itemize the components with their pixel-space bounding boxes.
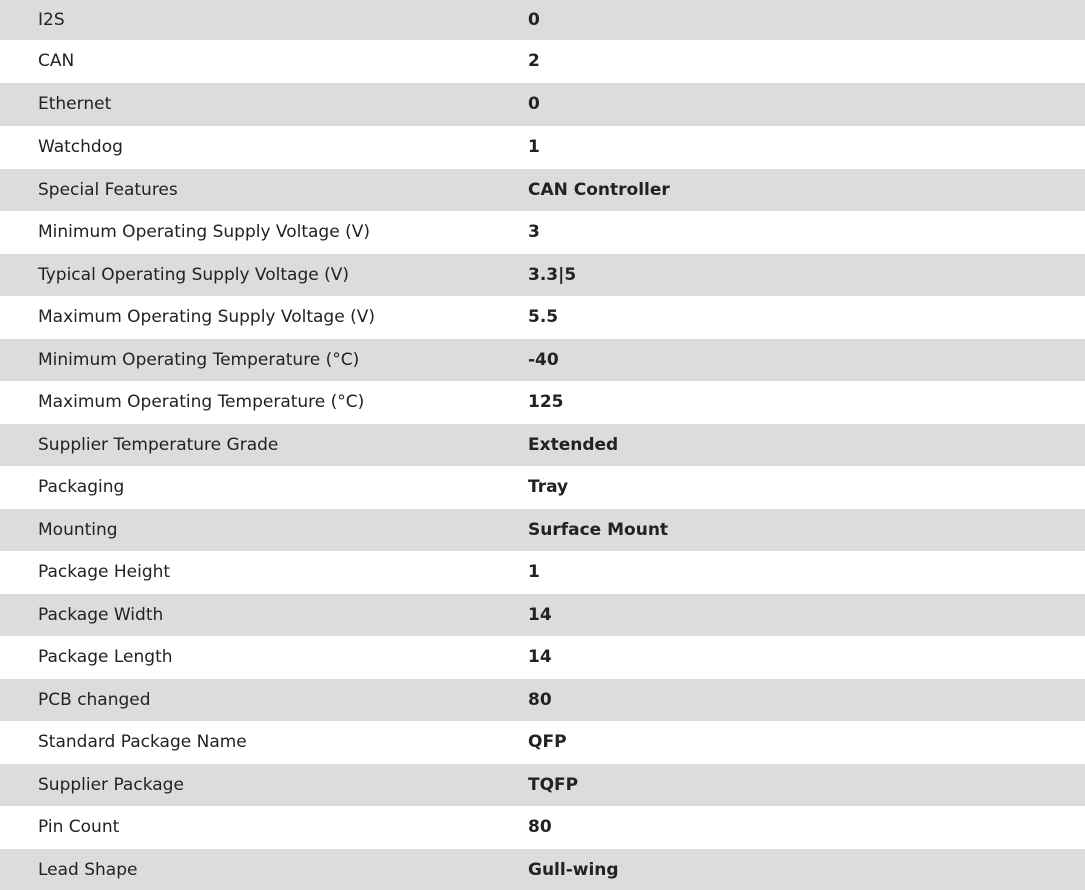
spec-value: TQFP xyxy=(528,764,1085,806)
spec-value: Surface Mount xyxy=(528,509,1085,551)
spec-label: Maximum Operating Supply Voltage (V) xyxy=(0,296,528,339)
spec-row-max-temperature xyxy=(0,381,1085,424)
spec-label: I2S xyxy=(0,0,528,40)
spec-label: Watchdog xyxy=(0,126,528,169)
spec-value: 14 xyxy=(528,636,1085,679)
spec-row-ethernet xyxy=(0,83,1085,126)
spec-value: 80 xyxy=(528,679,1085,721)
spec-value: 14 xyxy=(528,594,1085,636)
spec-value: -40 xyxy=(528,339,1085,381)
spec-label: Maximum Operating Temperature (°C) xyxy=(0,381,528,424)
spec-row-mounting xyxy=(0,509,1085,551)
spec-label: Package Length xyxy=(0,636,528,679)
spec-row-lead-shape xyxy=(0,849,1085,890)
spec-value: 80 xyxy=(528,806,1085,849)
spec-value: 0 xyxy=(528,83,1085,126)
spec-row-temperature-grade xyxy=(0,424,1085,466)
spec-value: 1 xyxy=(528,551,1085,594)
spec-label: Lead Shape xyxy=(0,849,528,890)
spec-row-special-features xyxy=(0,169,1085,211)
spec-value: CAN Controller xyxy=(528,169,1085,211)
spec-label: Minimum Operating Temperature (°C) xyxy=(0,339,528,381)
spec-row-max-supply-voltage xyxy=(0,296,1085,339)
spec-label: PCB changed xyxy=(0,679,528,721)
spec-label: Ethernet xyxy=(0,83,528,126)
spec-row-supplier-package xyxy=(0,764,1085,806)
spec-label: Mounting xyxy=(0,509,528,551)
spec-value: 1 xyxy=(528,126,1085,169)
spec-row-package-width xyxy=(0,594,1085,636)
spec-value: Tray xyxy=(528,466,1085,509)
spec-row-package-height xyxy=(0,551,1085,594)
spec-label: Package Width xyxy=(0,594,528,636)
spec-row-pcb-changed xyxy=(0,679,1085,721)
spec-value: Gull-wing xyxy=(528,849,1085,890)
spec-row-package-length xyxy=(0,636,1085,679)
spec-label: Standard Package Name xyxy=(0,721,528,764)
spec-row-min-supply-voltage xyxy=(0,211,1085,254)
spec-row-min-temperature xyxy=(0,339,1085,381)
spec-row-pin-count xyxy=(0,806,1085,849)
spec-row-can xyxy=(0,40,1085,83)
spec-row-typical-supply-voltage xyxy=(0,254,1085,296)
spec-label: Supplier Temperature Grade xyxy=(0,424,528,466)
spec-label: Supplier Package xyxy=(0,764,528,806)
spec-row-watchdog xyxy=(0,126,1085,169)
spec-value: 3 xyxy=(528,211,1085,254)
spec-label: Minimum Operating Supply Voltage (V) xyxy=(0,211,528,254)
spec-label: Pin Count xyxy=(0,806,528,849)
spec-label: Typical Operating Supply Voltage (V) xyxy=(0,254,528,296)
spec-value: 125 xyxy=(528,381,1085,424)
spec-value: Extended xyxy=(528,424,1085,466)
spec-label: CAN xyxy=(0,40,528,83)
spec-row-i2s xyxy=(0,0,1085,40)
spec-value: 3.3|5 xyxy=(528,254,1085,296)
spec-label: Packaging xyxy=(0,466,528,509)
spec-value: QFP xyxy=(528,721,1085,764)
spec-row-standard-package-name xyxy=(0,721,1085,764)
spec-value: 0 xyxy=(528,0,1085,40)
spec-label: Special Features xyxy=(0,169,528,211)
spec-row-packaging xyxy=(0,466,1085,509)
spec-label: Package Height xyxy=(0,551,528,594)
spec-value: 2 xyxy=(528,40,1085,83)
spec-value: 5.5 xyxy=(528,296,1085,339)
